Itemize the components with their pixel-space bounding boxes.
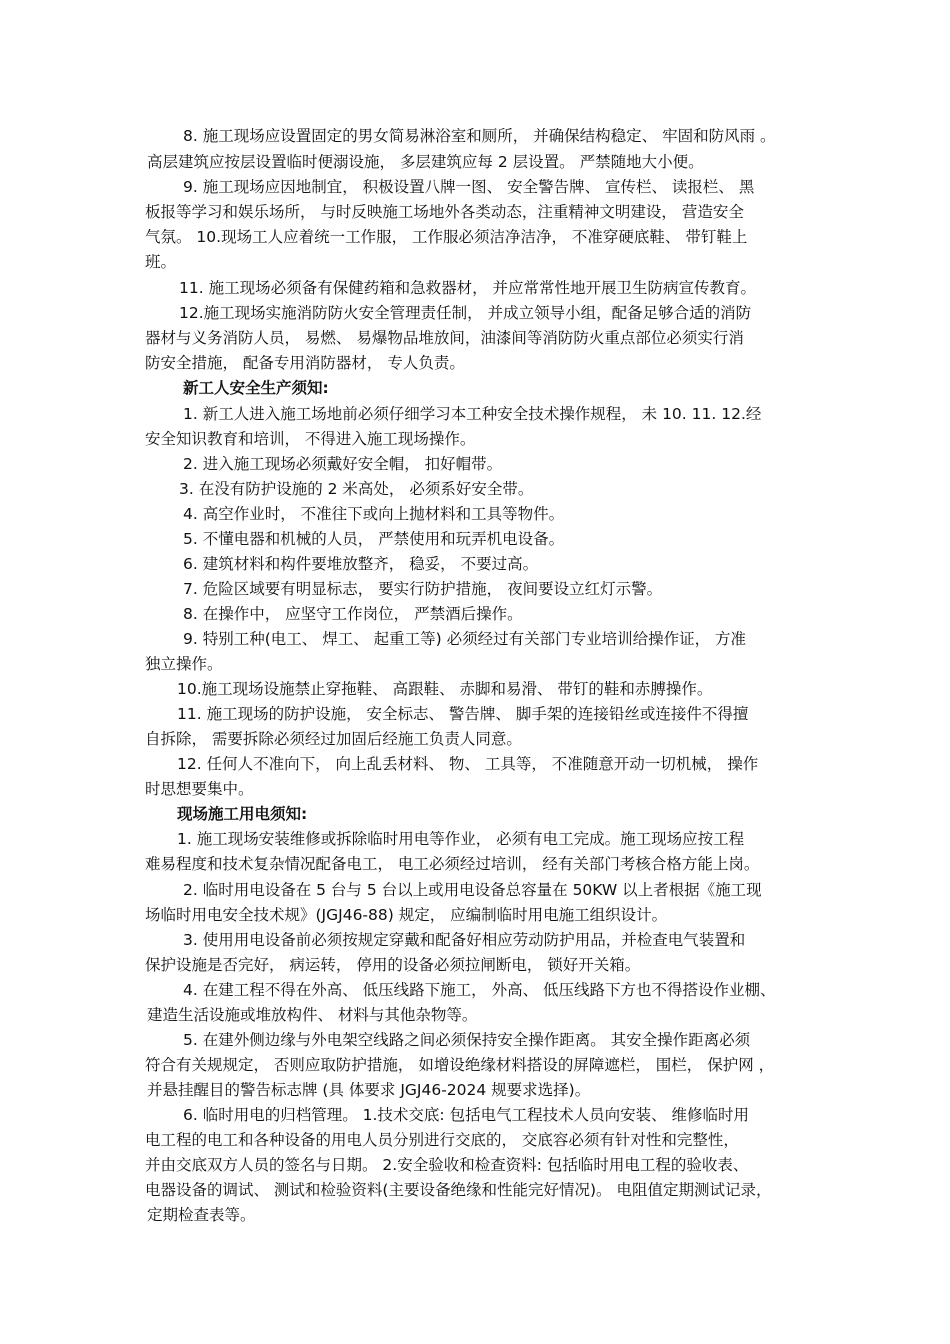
text-line: 场临时用电安全技术规》(JGJ46-88) 规定， 应编制临时用电施工组织设计。 [145,906,668,924]
text-line: 5. 不懂电器和机械的人员， 严禁使用和玩弄机电设备。 [183,530,565,548]
text-line: 电工程的电工和各种设备的用电人员分别进行交底的， 交底容必须有针对性和完整性， [145,1131,739,1149]
text-line: 保护设施是否完好， 病运转， 停用的设备必须拉闸断电， 锁好开关箱。 [145,956,641,974]
text-line: 气氛。 10.现场工人应着统一工作服， 工作服必须洁净洁净， 不准穿硬底鞋、 带钉鞋上 [145,228,748,246]
text-line: 3. 使用用电设备前必须按规定穿戴和配备好相应劳动防护用品，并检查电气装置和 [183,931,746,949]
text-line: 并由交底双方人员的签名与日期。 2.安全验收和检查资料: 包括临时用电工程的验收表、 [145,1156,749,1174]
text-line: 7. 危险区域要有明显标志， 要实行防护措施， 夜间要设立红灯示警。 [183,580,663,598]
text-line: 1. 施工现场安装维修或拆除临时用电等作业， 必须有电工完成。施工现场应按工程 [177,830,745,848]
text-line: 班。 [145,253,177,271]
text-line: 11. 施工现场必须备有保健药箱和急救器材， 并应常常性地开展卫生防病宣传教育。 [179,279,757,297]
text-line: 8. 施工现场应设置固定的男女简易淋浴室和厕所， 并确保结构稳定、 牢固和防风雨 。 [183,127,776,145]
text-line: 12. 任何人不准向下， 向上乱丢材料、 物、 工具等， 不准随意开动一切机械， 操作 [177,755,759,773]
text-line: 防安全措施， 配备专用消防器材， 专人负责。 [145,354,465,372]
section-heading-new-workers: 新工人安全生产须知: [183,379,329,397]
text-line: 器材与义务消防人员， 易燃、 易爆物品堆放间，油漆间等消防防火重点部位必须实行消 [145,329,744,347]
text-line: 9. 施工现场应因地制宜， 积极设置八牌一图、 安全警告牌、 宣传栏、 读报栏、 黑 [183,178,755,196]
section-heading-electricity: 现场施工用电须知: [177,805,308,823]
text-line: 9. 特别工种(电工、 焊工、 起重工等) 必须经过有关部门专业培训给操作证， 方准 [183,630,747,648]
text-line: 高层建筑应按层设置临时便溺设施， 多层建筑应每 2 层设置。 严禁随地大小便。 [147,153,704,171]
text-line: 4. 在建工程不得在外高、 低压线路下施工， 外高、 低压线路下方也不得搭设作业棚、 [183,981,776,999]
text-line: 2. 进入施工现场必须戴好安全帽， 扣好帽带。 [183,455,503,473]
text-line: 符合有关规规定， 否则应取防护措施， 如增设绝缘材料搭设的屏障遮栏， 围栏， 保护网 ， [145,1056,775,1074]
text-line: 安全知识教育和培训， 不得进入施工现场操作。 [145,430,476,448]
text-line: 6. 临时用电的归档管理。 1.技术交底: 包括电气工程技术人员向安装、 维修临时用 [183,1106,750,1124]
text-line: 6. 建筑材料和构件要堆放整齐， 稳妥， 不要过高。 [183,555,539,573]
text-line: 时思想要集中。 [145,780,254,798]
text-line: 板报等学习和娱乐场所， 与时反映施工场地外各类动态，注重精神文明建设， 营造安全 [145,203,744,221]
text-line: 3. 在没有防护设施的 2 米高处， 必须系好安全带。 [179,480,534,498]
text-line: 电器设备的调试、 测试和检验资料(主要设备绝缘和性能完好情况)。 电阻值定期测试记录， [145,1181,772,1199]
text-line: 定期检查表等。 [147,1206,256,1224]
text-line: 4. 高空作业时， 不准往下或向上抛材料和工具等物件。 [183,505,565,523]
text-line: 10.施工现场设施禁止穿拖鞋、 高跟鞋、 赤脚和易滑、 带钉的鞋和赤膊操作。 [177,680,713,698]
text-line: 自拆除， 需要拆除必须经过加固后经施工负责人同意。 [145,730,522,748]
text-line: 8. 在操作中， 应坚守工作岗位， 严禁酒后操作。 [183,605,523,623]
text-line: 11. 施工现场的防护设施， 安全标志、 警告牌、 脚手架的连接铅丝或连接件不得擅 [177,705,749,723]
text-line: 5. 在建外侧边缘与外电架空线路之间必须保持安全操作距离。 其安全操作距离必须 [183,1031,751,1049]
text-line: 难易程度和技术复杂情况配备电工， 电工必须经过培训， 经有关部门考核合格方能上岗。 [145,855,760,873]
text-line: 独立操作。 [145,655,223,673]
text-line: 2. 临时用电设备在 5 台与 5 台以上或用电设备总容量在 50KW 以上者根据《施工现 [183,881,762,899]
text-line: 建造生活设施或堆放构件、 材料与其他杂物等。 [147,1006,478,1024]
text-line: 12.施工现场实施消防防火安全管理责任制， 并成立领导小组，配备足够合适的消防 [179,304,752,322]
text-line: 1. 新工人进入施工场地前必须仔细学习本工种安全技术操作规程， 未 10. 11. 12.经 [183,405,762,423]
text-line: 并悬挂醒目的警告标志牌 (具 体要求 JGJ46-2024 规要求选择)。 [147,1081,591,1099]
